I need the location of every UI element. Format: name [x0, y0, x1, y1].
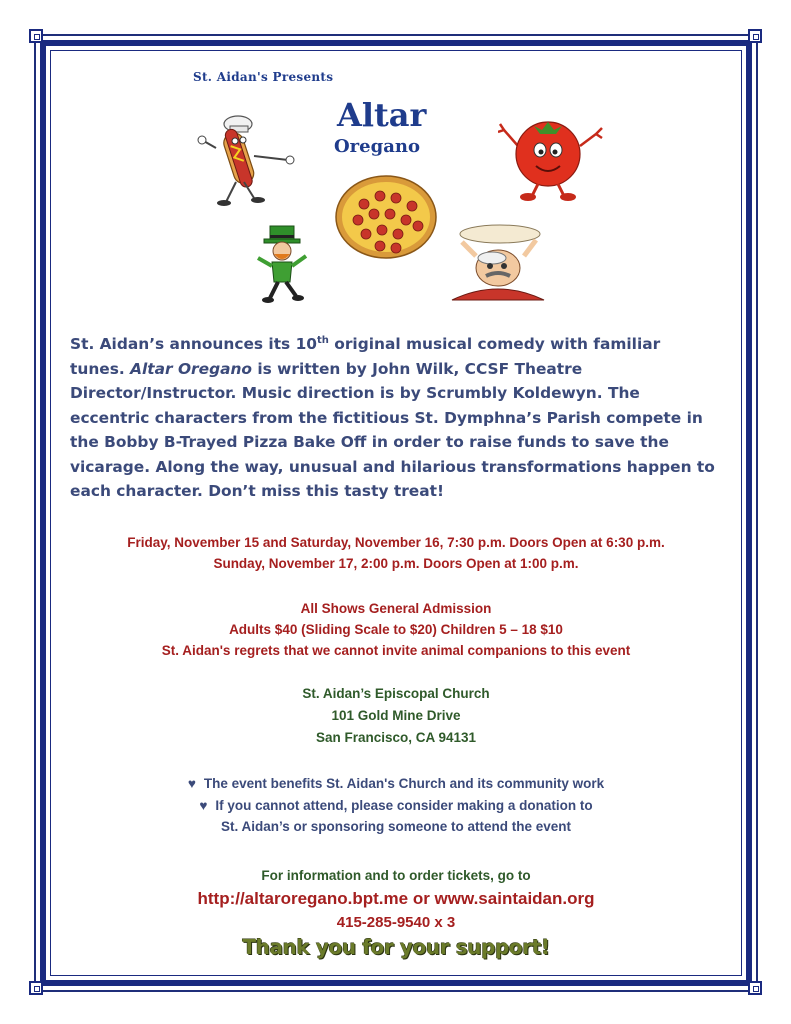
pizza-illustration — [334, 174, 438, 260]
border-corner-ornament — [748, 29, 762, 43]
presents-heading: St. Aidan's Presents — [193, 70, 334, 84]
benefit-text-continued: St. Aidan’s or sponsoring someone to attend the event — [220, 819, 572, 834]
benefit-item — [50, 795, 742, 817]
venue-city: San Francisco, CA 94131 — [315, 730, 477, 745]
benefit-text: If you cannot attend, please consider making a donation to — [215, 797, 593, 813]
admission-block — [50, 598, 742, 661]
border-corner-ornament — [29, 981, 43, 995]
contact-block — [50, 865, 742, 959]
heart-bullet-icon: ♥ — [187, 776, 196, 791]
schedule-line: Friday, November 15 and Saturday, November 16, 7:30 p.m. Doors Open at 6:30 p.m. — [127, 535, 665, 550]
border-corner-ornament — [748, 981, 762, 995]
heart-bullet-icon: ♥ — [199, 797, 208, 813]
phone-number: 415-285-9540 x 3 — [336, 914, 456, 931]
benefit-item — [50, 773, 742, 795]
animal-notice: St. Aidan's regrets that we cannot invite animal companions to this event — [161, 643, 631, 658]
intro-text-part1: St. Aidan’s announces its 10 — [70, 335, 317, 353]
show-title-line2: Oregano — [334, 136, 420, 157]
thank-you-message: Thank you for your support! — [242, 935, 550, 959]
ticket-urls-link[interactable]: http://altaroregano.bpt.me or www.saintaidan.org — [197, 889, 595, 908]
show-title-line1: Altar — [337, 96, 427, 134]
contact-intro: For information and to order tickets, go to — [261, 868, 531, 883]
admission-heading: All Shows General Admission — [300, 601, 492, 616]
ordinal-suffix: th — [317, 334, 329, 346]
ticket-prices: Adults $40 (Sliding Scale to $20) Children 5 – 18 $10 — [229, 622, 563, 637]
benefit-text: The event benefits St. Aidan's Church and its community work — [203, 776, 605, 791]
intro-text-part3: is written by John Wilk, CCSF Theatre Director/Instructor. Music direction is by Scrumbly Koldewyn. The eccentric characters from the fictitious St. Dymphna’s Parish compete in the Bobby B-Trayed Pizza Bake Off in order to raise funds to save the vicarage. Along the way, unusual and hilarious transformations happen to each character. Don’t miss this tasty treat! — [70, 359, 715, 500]
benefits-block — [50, 773, 742, 838]
tomato-character-illustration — [498, 116, 604, 202]
intro-paragraph — [70, 332, 720, 504]
border-corner-ornament — [29, 29, 43, 43]
hotdog-character-illustration — [196, 112, 300, 208]
schedule-line: Sunday, November 17, 2:00 p.m. Doors Open at 1:00 p.m. — [213, 556, 579, 571]
venue-name: St. Aidan’s Episcopal Church — [302, 686, 490, 701]
leprechaun-character-illustration — [250, 224, 316, 304]
intro-text-part2: original musical comedy with familiar tunes. — [70, 335, 661, 378]
schedule-block — [50, 532, 742, 574]
venue-address — [50, 683, 742, 749]
pizza-chef-character-illustration — [448, 222, 548, 302]
show-title-italic: Altar Oregano — [130, 359, 253, 378]
venue-street: 101 Gold Mine Drive — [331, 708, 461, 723]
